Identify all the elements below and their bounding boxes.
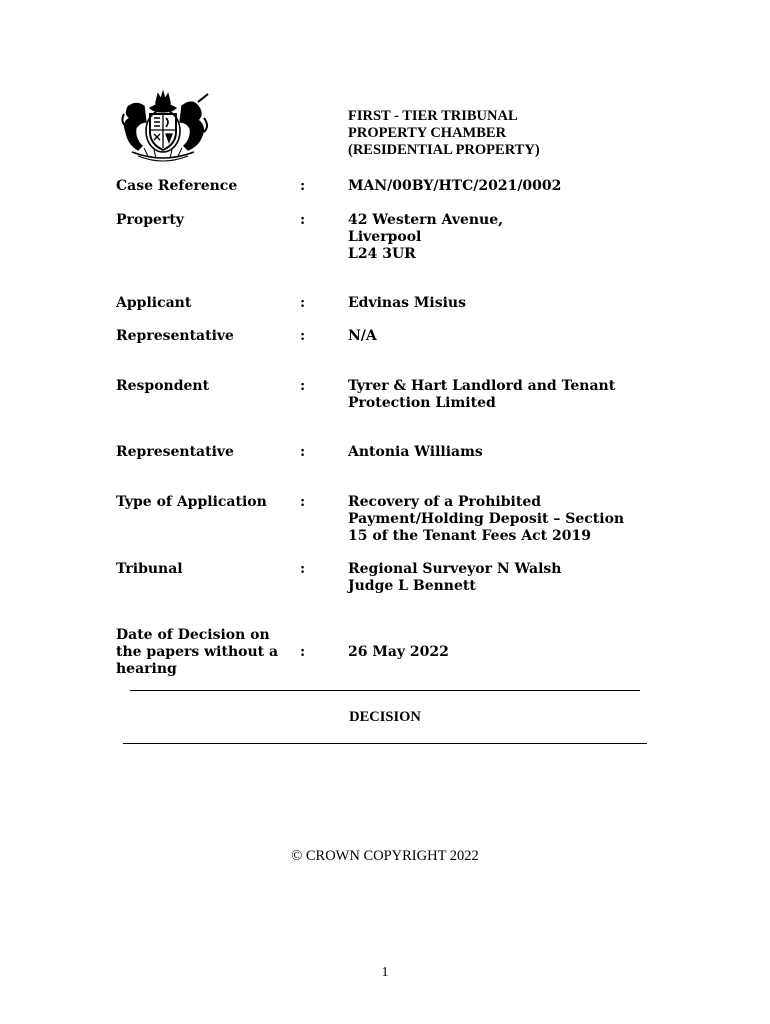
representative-value-1: N/A xyxy=(348,328,377,344)
property-label: Property xyxy=(116,212,184,228)
tribunal-value xyxy=(348,561,562,595)
horizontal-rule-top xyxy=(130,690,640,691)
property-colon: : xyxy=(300,212,306,228)
horizontal-rule-bottom xyxy=(123,743,647,744)
property-line-2: Liverpool xyxy=(348,229,422,245)
heading-line-2: PROPERTY CHAMBER xyxy=(348,125,507,141)
date-of-decision-label-line-3: hearing xyxy=(116,661,177,677)
applicant-value: Edvinas Misius xyxy=(348,295,466,311)
date-of-decision-value: 26 May 2022 xyxy=(348,644,449,660)
page-number: 1 xyxy=(381,965,389,980)
representative-colon-1: : xyxy=(300,328,306,344)
tribunal-label: Tribunal xyxy=(116,561,183,577)
property-line-3: L24 3UR xyxy=(348,246,416,262)
respondent-value xyxy=(348,378,615,412)
type-of-application-line-3: 15 of the Tenant Fees Act 2019 xyxy=(348,528,591,544)
heading-line-3: (RESIDENTIAL PROPERTY) xyxy=(348,142,540,158)
representative-label-2: Representative xyxy=(116,444,234,460)
tribunal-line-1: Regional Surveyor N Walsh xyxy=(348,561,562,577)
type-of-application-value xyxy=(348,494,624,545)
tribunal-heading xyxy=(348,108,540,159)
date-of-decision-label-line-1: Date of Decision on xyxy=(116,627,270,643)
type-of-application-colon: : xyxy=(300,494,306,510)
royal-coat-of-arms-icon xyxy=(114,88,212,164)
date-of-decision-label-line-2: the papers without a xyxy=(116,644,279,660)
case-reference-colon: : xyxy=(300,178,306,194)
applicant-label: Applicant xyxy=(116,295,192,311)
case-reference-label: Case Reference xyxy=(116,178,238,194)
respondent-colon: : xyxy=(300,378,306,394)
representative-value-2: Antonia Williams xyxy=(348,444,483,460)
heading-line-1: FIRST - TIER TRIBUNAL xyxy=(348,108,518,124)
copyright-notice: © CROWN COPYRIGHT 2022 xyxy=(291,848,479,864)
applicant-colon: : xyxy=(300,295,306,311)
type-of-application-label: Type of Application xyxy=(116,494,267,510)
representative-label-1: Representative xyxy=(116,328,234,344)
property-value xyxy=(348,212,503,263)
representative-colon-2: : xyxy=(300,444,306,460)
date-of-decision-label xyxy=(116,627,296,678)
property-line-1: 42 Western Avenue, xyxy=(348,212,504,228)
respondent-label: Respondent xyxy=(116,378,210,394)
respondent-line-2: Protection Limited xyxy=(348,395,496,411)
decision-title: DECISION xyxy=(349,709,421,725)
case-reference-value: MAN/00BY/HTC/2021/0002 xyxy=(348,178,562,194)
tribunal-colon: : xyxy=(300,561,306,577)
date-of-decision-colon: : xyxy=(300,644,306,660)
respondent-line-1: Tyrer & Hart Landlord and Tenant xyxy=(348,378,616,394)
type-of-application-line-2: Payment/Holding Deposit – Section xyxy=(348,511,625,527)
type-of-application-line-1: Recovery of a Prohibited xyxy=(348,494,542,510)
tribunal-line-2: Judge L Bennett xyxy=(348,578,476,594)
